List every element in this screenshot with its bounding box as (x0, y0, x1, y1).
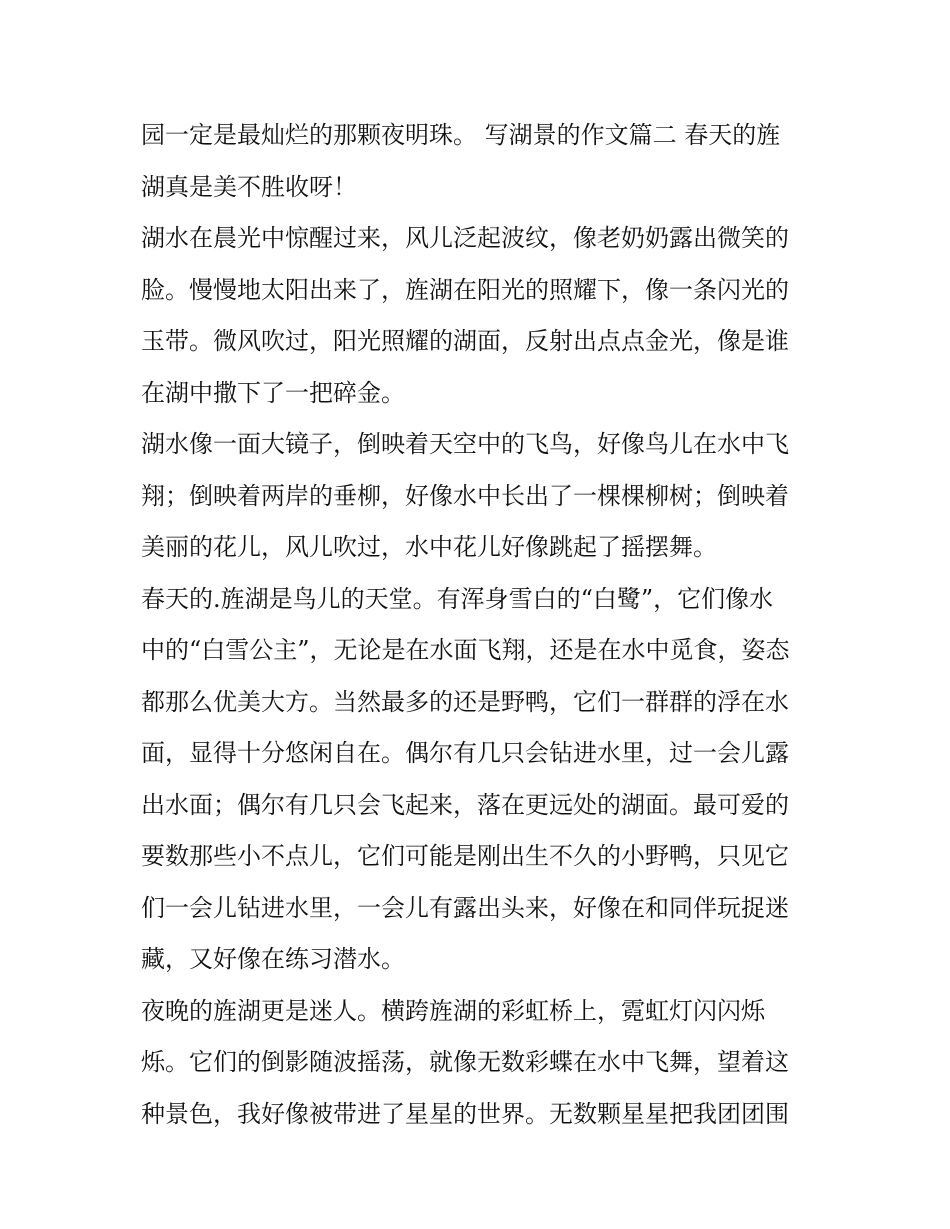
text-line-4: 脸。慢慢地太阳出来了，旌湖在阳光的照耀下，像一条闪光的 (141, 275, 789, 304)
text-line-9: 美丽的花儿，风儿吹过，水中花儿好像跳起了摇摆舞。 (141, 533, 717, 561)
text-line-7: 湖水像一面大镜子，倒映着天空中的飞鸟，好像鸟儿在水中飞 (141, 430, 789, 458)
text-line-2: 湖真是美不胜收呀！ (141, 172, 357, 201)
text-line-5: 玉带。微风吹过，阳光照耀的湖面，反射出点点金光，像是谁 (141, 327, 789, 355)
text-line-17: 藏，又好像在练习潜水。 (141, 945, 405, 973)
text-line-10: 春天的.旌湖是鸟儿的天堂。有浑身雪白的“白鹭”，它们像水 (141, 584, 774, 613)
essay-text (141, 110, 813, 1140)
text-line-13: 面，显得十分悠闲自在。偶尔有几只会钻进水里，过一会儿露 (141, 739, 789, 767)
text-line-11: 中的“白雪公主”，无论是在水面飞翔，还是在水中觅食，姿态 (141, 636, 790, 664)
text-line-1: 园一定是最灿烂的那颗夜明珠。 写湖景的作文篇二 春天的旌 (141, 121, 781, 149)
text-line-15: 要数那些小不点儿，它们可能是刚出生不久的小野鸭，只见它 (141, 842, 789, 870)
text-line-18: 夜晚的旌湖更是迷人。横跨旌湖的彩虹桥上，霓虹灯闪闪烁 (141, 996, 765, 1025)
text-line-19: 烁。它们的倒影随波摇荡，就像无数彩蝶在水中飞舞，望着这 (141, 1048, 789, 1076)
text-line-20: 种景色，我好像被带进了星星的世界。无数颗星星把我团团围 (141, 1099, 789, 1128)
text-line-14: 出水面；偶尔有几只会飞起来，落在更远处的湖面。最可爱的 (141, 790, 789, 819)
text-line-12: 都那么优美大方。当然最多的还是野鸭，它们一群群的浮在水 (141, 687, 789, 716)
text-line-16: 们一会儿钻进水里，一会儿有露出头来，好像在和同伴玩捉迷 (141, 893, 789, 922)
text-line-8: 翔；倒映着两岸的垂柳，好像水中长出了一棵棵柳树；倒映着 (141, 481, 789, 510)
text-line-6: 在湖中撒下了一把碎金。 (141, 378, 405, 407)
text-line-3: 湖水在晨光中惊醒过来，风儿泛起波纹，像老奶奶露出微笑的 (141, 224, 789, 252)
